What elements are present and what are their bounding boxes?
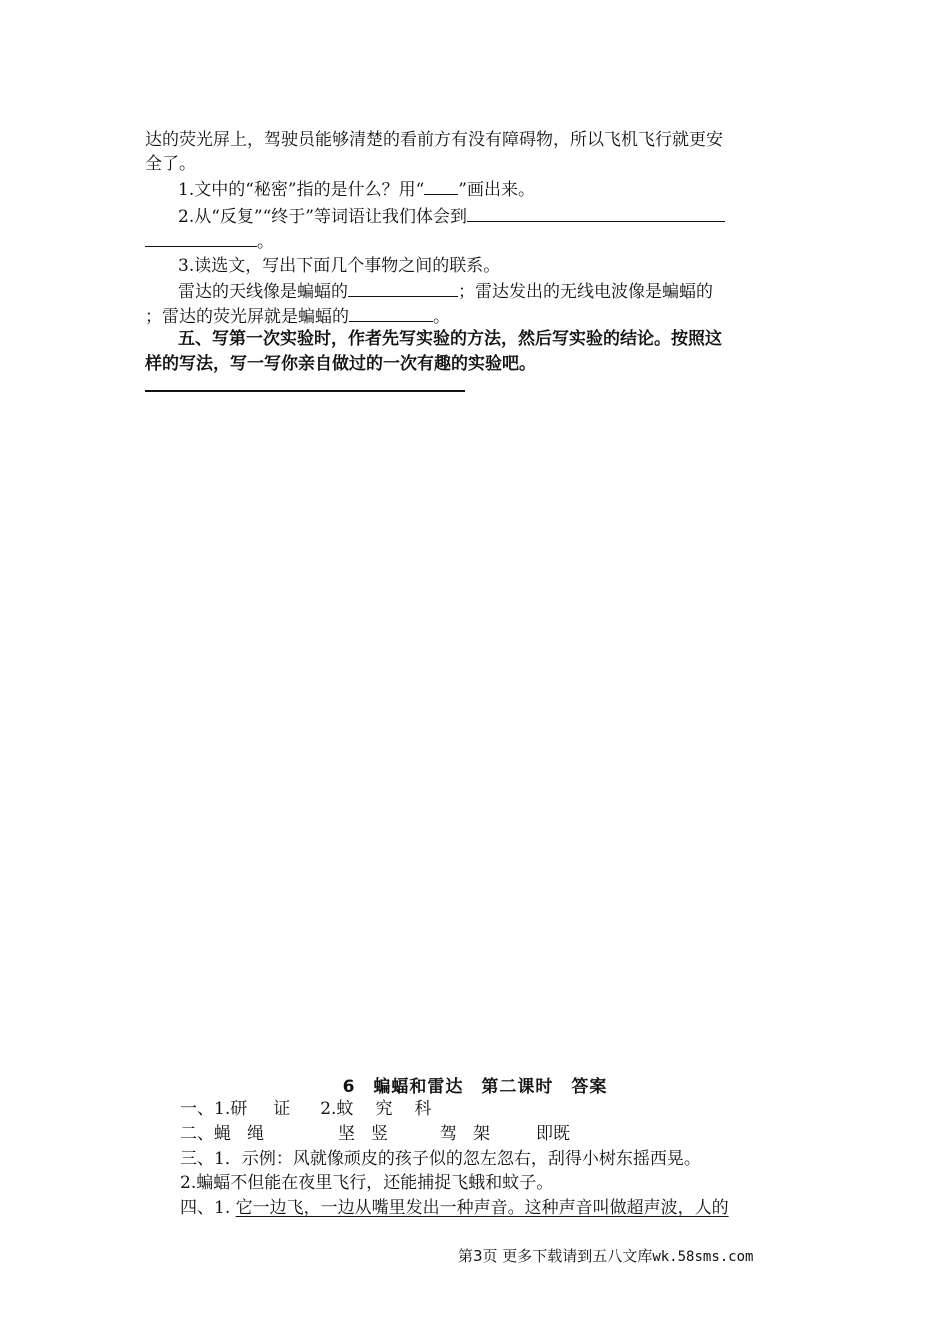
answer-1-word: 研: [230, 1099, 248, 1119]
answer-4: [180, 1196, 845, 1220]
question-3-blank-2: [349, 303, 433, 322]
answer-3-2: 2.蝙蝠不但能在夜里飞行，还能捕捉飞蛾和蚊子。: [180, 1173, 554, 1193]
answer-2: [180, 1122, 845, 1146]
question-2-continued: [145, 228, 810, 254]
answer-1-word: 证: [273, 1099, 291, 1119]
answer-1: [180, 1097, 845, 1121]
answer-2-word: 竖: [371, 1124, 388, 1144]
question-3-text-c: ；雷达的荧光屏就是蝙蝠的: [145, 307, 349, 327]
answer-2-word: 即: [536, 1124, 553, 1144]
answer-1-label: 一、1.: [180, 1099, 231, 1119]
answer-1-word: 科: [414, 1099, 432, 1119]
question-3: 3.读选文，写出下面几个事物之间的联系。: [178, 256, 501, 276]
question-2-blank-cont: [145, 228, 257, 247]
answer-1-word: 蚊: [336, 1099, 354, 1119]
question-3-line-2: [145, 303, 810, 329]
question-1-text: 1.文中的“秘密”指的是什么？用“: [178, 180, 425, 200]
answer-2-word: 蝇: [214, 1124, 231, 1144]
answer-2-word: 既: [553, 1124, 570, 1144]
answer-3-text: 风就像顽皮的孩子似的忽左忽右，刮得小树东摇西晃。: [292, 1149, 701, 1169]
answers-title: 6 蝙蝠和雷达 第二课时 答案: [342, 1077, 608, 1097]
question-2: [178, 203, 810, 229]
answer-1-word: 究: [375, 1099, 393, 1119]
answer-2-word: 坚: [338, 1124, 355, 1144]
question-2-end: 。: [257, 232, 274, 252]
question-3-text-b: ；雷达发出的无线电波像是蝙蝠的: [458, 282, 713, 302]
writing-line: [145, 390, 465, 392]
question-2-blank: [467, 203, 725, 222]
question-1-text-end: ”画出来。: [458, 180, 535, 200]
answer-2-word: 驾: [440, 1124, 457, 1144]
passage-line-1: 达的荧光屏上，驾驶员能够清楚的看前方有没有障碍物，所以飞机飞行就更安: [145, 130, 723, 150]
question-3-blank-1: [348, 278, 458, 297]
question-1: [178, 176, 810, 202]
page-footer: [458, 1245, 753, 1266]
question-2-text: 2.从“反复”“终于”等词语让我们体会到: [178, 207, 467, 227]
passage-line-2: 全了。: [145, 154, 196, 174]
answer-2-label: 二、: [180, 1124, 214, 1144]
answer-2-word: 绳: [247, 1124, 264, 1144]
answer-3-label: 三、1．示例：: [180, 1149, 293, 1169]
question-3-text-a: 雷达的天线像是蝙蝠的: [178, 282, 348, 302]
footer-site: wk.58sms.com: [652, 1249, 754, 1265]
footer-page-text: 第3页 更多下载请到五八文库: [458, 1247, 653, 1265]
question-1-blank: [424, 176, 458, 195]
answer-1-part2: 2.: [320, 1099, 337, 1119]
answer-4-text: 它一边飞，一边从嘴里发出一种声音。这种声音叫做超声波，人的: [235, 1198, 729, 1218]
section-5-line-1: 五、写第一次实验时，作者先写实验的方法，然后写实验的结论。按照这: [178, 329, 722, 349]
answer-4-label: 四、1.: [180, 1198, 236, 1218]
answer-3: [180, 1147, 845, 1171]
question-3-end: 。: [433, 307, 450, 327]
section-5-line-2: 样的写法，写一写你亲自做过的一次有趣的实验吧。: [145, 354, 536, 374]
answer-2-word: 架: [473, 1124, 490, 1144]
question-3-line-1: [178, 278, 810, 304]
